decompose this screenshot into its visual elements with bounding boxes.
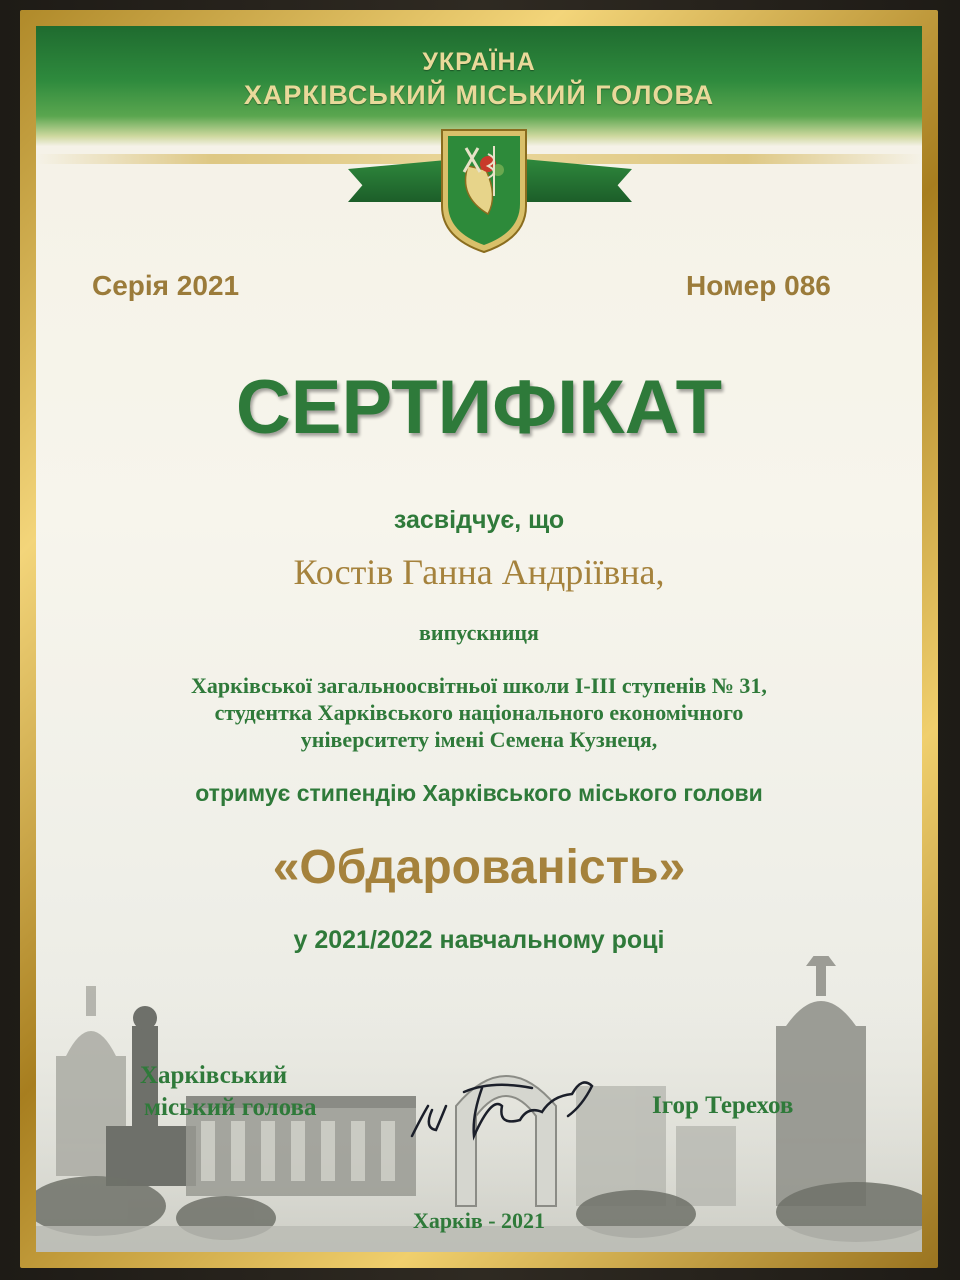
certifies-text: засвідчує, що xyxy=(393,506,565,534)
recipient-description xyxy=(36,672,922,753)
description-line: Харківської загальноосвітньої школи І-ІІІ ступенів № 31, xyxy=(191,673,767,698)
certificate-series: Серія 2021 xyxy=(92,270,240,301)
award-name: «Обдарованість» xyxy=(272,841,686,894)
signatory-name: Ігор Терехов xyxy=(652,1092,794,1119)
receives-scholarship-text: отримує стипендію Харківського міського голови xyxy=(195,780,763,806)
description-line: університету імені Семена Кузнеця, xyxy=(300,727,658,752)
handwritten-signature xyxy=(402,1066,602,1146)
academic-year: у 2021/2022 навчальному році xyxy=(293,926,665,954)
ribbon-right xyxy=(512,158,632,202)
signatory-title-line: міський голова xyxy=(144,1094,317,1121)
description-line: студентка Харківського національного економічного xyxy=(214,700,744,725)
header-authority: ХАРКІВСЬКИЙ МІСЬКИЙ ГОЛОВА xyxy=(243,80,715,110)
header-country: УКРАЇНА xyxy=(422,48,536,76)
certificate-title: СЕРТИФІКАТ xyxy=(235,365,723,450)
graduate-label: випускниця xyxy=(419,620,539,645)
signatory-title-line: Харківський xyxy=(140,1062,288,1089)
recipient-name: Костів Ганна Андріївна, xyxy=(293,552,665,592)
place-and-year: Харків - 2021 xyxy=(412,1208,546,1233)
signatory-title xyxy=(140,1060,317,1124)
certificate-number: Номер 086 xyxy=(686,270,831,301)
kharkiv-coat-of-arms-icon xyxy=(438,126,530,256)
certificate-paper xyxy=(36,26,922,1252)
